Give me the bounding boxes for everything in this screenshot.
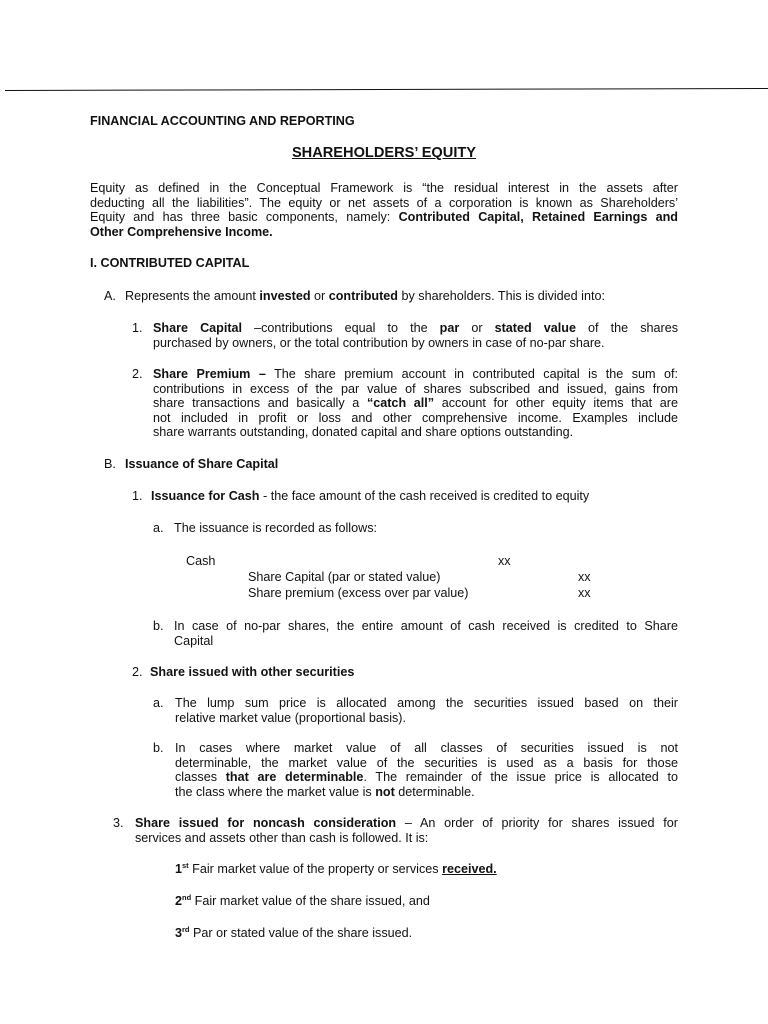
- list-marker: a.: [153, 696, 164, 710]
- no-par-note: In case of no-par shares, the entire amount of cash received is credited to Share Capital: [174, 619, 678, 648]
- priority-item: 2nd Fair market value of the share issued, and: [175, 893, 430, 908]
- entry-credit-account: Share premium (excess over par value): [248, 586, 469, 600]
- section-a-text: Represents the amount invested or contributed by shareholders. This is divided into:: [125, 289, 605, 303]
- priority-item: 3rd Par or stated value of the share issued.: [175, 925, 413, 940]
- entry-credit-amount: xx: [578, 570, 591, 584]
- section-b-heading: Issuance of Share Capital: [125, 457, 279, 471]
- entry-credit-account: Share Capital (par or stated value): [248, 570, 441, 584]
- recording-note: The issuance is recorded as follows:: [174, 521, 377, 535]
- list-marker: 1.: [132, 489, 143, 503]
- list-marker: b.: [153, 619, 164, 633]
- course-title: FINANCIAL ACCOUNTING AND REPORTING: [90, 114, 355, 128]
- share-capital-item: Share Capital –contributions equal to the par or stated value of the shares purchased by owners, or the total contribution by owners in case of no-par share.: [153, 321, 679, 350]
- list-marker: 3.: [113, 816, 124, 830]
- section-heading: I. CONTRIBUTED CAPITAL: [90, 256, 250, 270]
- market-value-note: In cases where market value of all classes of securities issued is not determinable, the market value of the securities is used as a basis for those classes that are determinable. The remainder of the issue price is allocated to the class where the market value is not determinable.: [175, 741, 678, 799]
- intro-paragraph: Equity as defined in the Conceptual Framework is “the residual interest in the assets after deducting all the liabilities”. The equity or net assets of a corporation is known as Shareholders’ Equity and has three basic components, namely: Contributed Capital, Retained Earnings and Other Comprehensive Income.: [90, 181, 678, 239]
- other-securities-heading: Share issued with other securities: [150, 665, 355, 679]
- share-premium-item: Share Premium – The share premium account in contributed capital is the sum of: contributions in excess of the par value of shares subscribed and issued, gains from share transactions and basically a “catch all” account for other equity items that are not included in profit or loss and other comprehensive income. Examples include share warrants outstanding, donated capital and share options outstanding.: [153, 367, 678, 440]
- lump-sum-note: The lump sum price is allocated among the securities issued based on their relative market value (proportional basis).: [175, 696, 678, 725]
- entry-debit-account: Cash: [186, 554, 216, 568]
- list-marker: a.: [153, 521, 164, 535]
- page-title: SHAREHOLDERS’ EQUITY: [291, 145, 477, 161]
- list-marker: 1.: [132, 321, 143, 335]
- header-rule: [5, 88, 768, 91]
- issuance-for-cash: Issuance for Cash - the face amount of the cash received is credited to equity: [151, 489, 590, 503]
- entry-credit-amount: xx: [578, 586, 591, 600]
- list-marker: B.: [104, 457, 116, 471]
- entry-debit-amount: xx: [498, 554, 511, 568]
- list-marker: A.: [104, 289, 116, 303]
- list-marker: b.: [153, 741, 164, 755]
- noncash-consideration: Share issued for noncash consideration – An order of priority for shares issued for services and assets other than cash is followed. It is:: [135, 816, 678, 845]
- priority-item: 1st Fair market value of the property or services received.: [175, 861, 497, 876]
- list-marker: 2.: [132, 367, 143, 381]
- list-marker: 2.: [132, 665, 143, 679]
